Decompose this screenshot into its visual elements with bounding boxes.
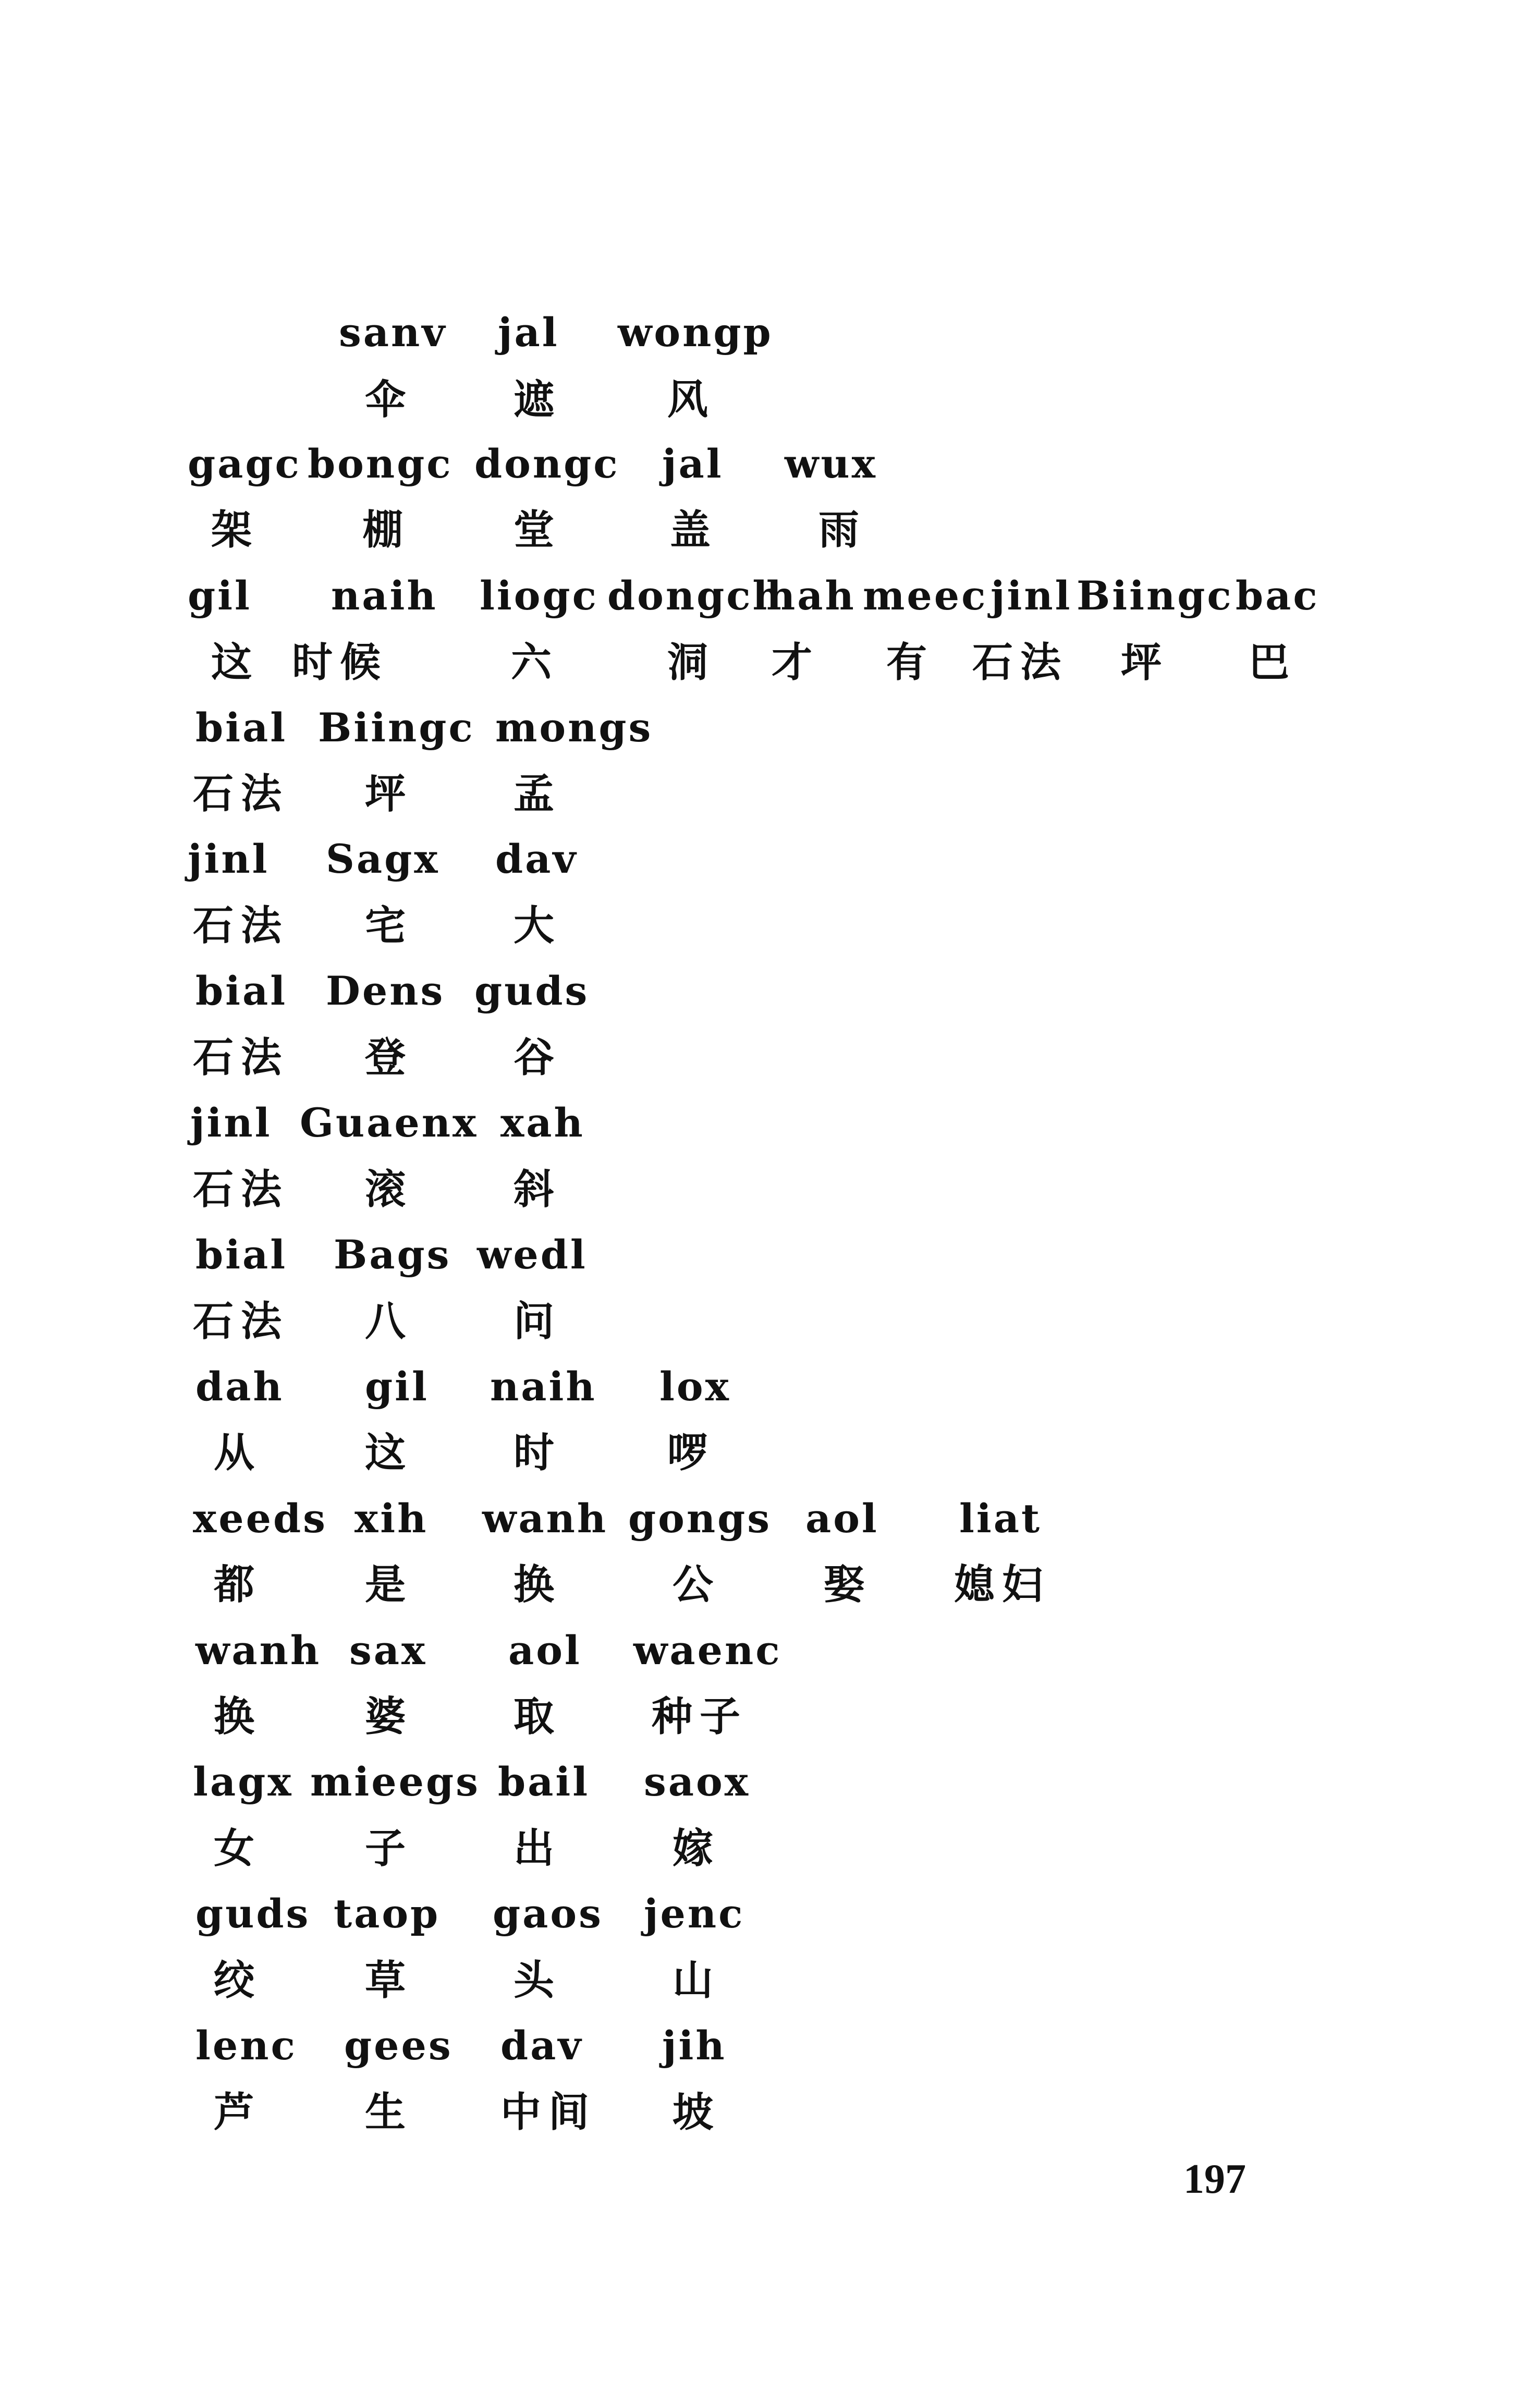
chinese-gloss-word: 坪 xyxy=(365,771,413,817)
chinese-gloss-word: 中间 xyxy=(500,2089,597,2136)
romanized-word: jinl xyxy=(991,572,1072,619)
romanized-word: jinl xyxy=(188,836,270,882)
chinese-gloss-word: 石法 xyxy=(193,1298,289,1345)
chinese-gloss-word: 生 xyxy=(365,2089,413,2136)
romanized-word: wanh xyxy=(195,1627,322,1674)
romanized-word: waenc xyxy=(633,1627,782,1674)
chinese-gloss-word: 出 xyxy=(514,1825,562,1872)
chinese-gloss-word: 换 xyxy=(214,1693,262,1740)
chinese-gloss-word: 有 xyxy=(886,639,935,686)
chinese-gloss-word: 六 xyxy=(511,639,559,686)
chinese-gloss-word: 石法 xyxy=(193,1166,289,1213)
chinese-gloss-word: 山 xyxy=(673,1957,721,2004)
romanized-word: liat xyxy=(959,1495,1042,1542)
romanized-word: sanv xyxy=(339,309,447,356)
chinese-gloss-word: 这 xyxy=(365,1430,413,1476)
romanized-word: gil xyxy=(365,1363,429,1410)
romanized-word: sax xyxy=(349,1627,427,1674)
romanized-word: naih xyxy=(490,1363,597,1410)
chinese-gloss-word: 才 xyxy=(772,639,820,686)
chinese-gloss-word: 公 xyxy=(673,1561,721,1608)
romanized-word: lenc xyxy=(195,2022,297,2069)
chinese-gloss-word: 大 xyxy=(514,902,562,949)
romanized-line xyxy=(0,1759,1540,1835)
romanized-word: dongc xyxy=(474,441,620,487)
romanized-word: jal xyxy=(498,309,559,356)
romanized-line xyxy=(0,2022,1540,2099)
romanized-word: gongs xyxy=(628,1495,772,1542)
romanized-word: gagc xyxy=(188,441,301,487)
romanized-word: jih xyxy=(662,2022,727,2069)
chinese-gloss-word: 盖 xyxy=(670,507,718,554)
chinese-gloss-word: 石法 xyxy=(193,1034,289,1081)
romanized-word: mongs xyxy=(495,704,653,751)
romanized-word: Sagx xyxy=(326,836,440,882)
romanized-word: jal xyxy=(662,441,724,487)
romanized-word: bac xyxy=(1236,572,1319,619)
chinese-gloss-word: 谷 xyxy=(514,1034,562,1081)
romanized-word: bial xyxy=(195,704,288,751)
chinese-gloss-word: 头 xyxy=(514,1957,562,2004)
chinese-gloss-word: 芦 xyxy=(214,2089,262,2136)
romanized-word: jinl xyxy=(190,1100,272,1146)
romanized-word: bial xyxy=(195,1231,288,1278)
romanized-line xyxy=(0,1495,1540,1572)
chinese-gloss-word: 子 xyxy=(365,1825,413,1872)
romanized-word: meec xyxy=(863,572,988,619)
chinese-gloss-word: 嫁 xyxy=(673,1825,721,1872)
romanized-word: naih xyxy=(331,572,438,619)
chinese-gloss-word: 登 xyxy=(365,1034,413,1081)
romanized-word: jenc xyxy=(644,1890,745,1937)
chinese-gloss-word: 绞 xyxy=(214,1957,262,2004)
romanized-word: Dens xyxy=(326,968,445,1014)
romanized-word: xah xyxy=(500,1100,585,1146)
chinese-gloss-word: 都 xyxy=(214,1561,262,1608)
chinese-gloss-word: 媳妇 xyxy=(954,1561,1050,1608)
romanized-word: bail xyxy=(498,1759,590,1805)
romanized-word: wux xyxy=(785,441,877,487)
chinese-gloss-word: 架 xyxy=(211,507,260,554)
chinese-gloss-word: 雨 xyxy=(818,507,867,554)
chinese-gloss-word: 伞 xyxy=(365,376,413,423)
romanized-word: aol xyxy=(508,1627,582,1674)
chinese-gloss-word: 石法 xyxy=(972,639,1069,686)
romanized-word: Biingc xyxy=(1077,572,1233,619)
romanized-word: dah xyxy=(195,1363,284,1410)
romanized-word: lagx xyxy=(193,1759,294,1805)
chinese-gloss-line xyxy=(0,1430,1540,1506)
romanized-word: gil xyxy=(188,572,252,619)
romanized-line xyxy=(0,1627,1540,1704)
romanized-word: taop xyxy=(334,1890,441,1937)
romanized-line xyxy=(0,572,1540,649)
romanized-line xyxy=(0,1363,1540,1440)
romanized-word: saox xyxy=(644,1759,751,1805)
chinese-gloss-word: 堂 xyxy=(514,507,562,554)
romanized-word: wongp xyxy=(618,309,773,356)
romanized-word: wanh xyxy=(482,1495,608,1542)
romanized-line xyxy=(0,309,1540,386)
chinese-gloss-word: 这 xyxy=(211,639,260,686)
romanized-line xyxy=(0,1100,1540,1176)
romanized-word: aol xyxy=(805,1495,879,1542)
romanized-word: dav xyxy=(500,2022,583,2069)
romanized-word: lox xyxy=(659,1363,731,1410)
chinese-gloss-word: 种子 xyxy=(652,1693,748,1740)
chinese-gloss-word: 坡 xyxy=(673,2089,721,2136)
romanized-word: Biingc xyxy=(318,704,475,751)
chinese-gloss-word: 娶 xyxy=(824,1561,872,1608)
chinese-gloss-line xyxy=(0,1561,1540,1638)
chinese-gloss-word: 风 xyxy=(667,376,716,423)
chinese-gloss-word: 女 xyxy=(214,1825,262,1872)
romanized-line xyxy=(0,968,1540,1044)
romanized-word: dav xyxy=(495,836,578,882)
chinese-gloss-word: 斜 xyxy=(514,1166,562,1213)
chinese-gloss-word: 棚 xyxy=(362,507,411,554)
chinese-gloss-word: 婆 xyxy=(365,1693,413,1740)
chinese-gloss-word: 滚 xyxy=(365,1166,413,1213)
chinese-gloss-word: 从 xyxy=(214,1430,262,1476)
chinese-gloss-line xyxy=(0,507,1540,583)
chinese-gloss-word: 啰 xyxy=(667,1430,716,1476)
romanized-word: mieegs xyxy=(310,1759,480,1805)
romanized-word: gaos xyxy=(493,1890,603,1937)
chinese-gloss-word: 问 xyxy=(514,1298,562,1345)
romanized-line xyxy=(0,441,1540,517)
romanized-line xyxy=(0,1890,1540,1967)
chinese-gloss-word: 八 xyxy=(365,1298,413,1345)
romanized-line xyxy=(0,1231,1540,1308)
romanized-word: xih xyxy=(355,1495,429,1542)
chinese-gloss-word: 时 xyxy=(514,1430,562,1476)
chinese-gloss-line xyxy=(0,2089,1540,2165)
page-number: 197 xyxy=(1183,2156,1246,2202)
chinese-gloss-word: 孟 xyxy=(514,771,562,817)
romanized-word: guds xyxy=(474,968,590,1014)
romanized-line xyxy=(0,836,1540,912)
chinese-gloss-word: 换 xyxy=(514,1561,562,1608)
chinese-gloss-word: 遮 xyxy=(514,376,562,423)
romanized-word: bial xyxy=(195,968,288,1014)
romanized-word: hah xyxy=(766,572,856,619)
chinese-gloss-word: 洞 xyxy=(667,639,716,686)
romanized-word: dongch xyxy=(607,572,784,619)
chinese-gloss-word: 是 xyxy=(365,1561,413,1608)
romanized-word: xeeds xyxy=(193,1495,327,1542)
chinese-gloss-word: 时候 xyxy=(292,639,388,686)
romanized-word: Guaenx xyxy=(300,1100,479,1146)
chinese-gloss-word: 巴 xyxy=(1249,639,1297,686)
romanized-word: bongc xyxy=(308,441,453,487)
romanized-line xyxy=(0,704,1540,781)
romanized-word: gees xyxy=(344,2022,453,2069)
chinese-gloss-word: 草 xyxy=(365,1957,413,2004)
chinese-gloss-word: 宅 xyxy=(365,902,413,949)
romanized-word: Bags xyxy=(334,1231,451,1278)
romanized-word: guds xyxy=(195,1890,311,1937)
chinese-gloss-word: 取 xyxy=(514,1693,562,1740)
romanized-word: wedl xyxy=(477,1231,588,1278)
chinese-gloss-word: 石法 xyxy=(193,902,289,949)
chinese-gloss-word: 石法 xyxy=(193,771,289,817)
romanized-word: liogc xyxy=(480,572,598,619)
chinese-gloss-word: 坪 xyxy=(1121,639,1169,686)
